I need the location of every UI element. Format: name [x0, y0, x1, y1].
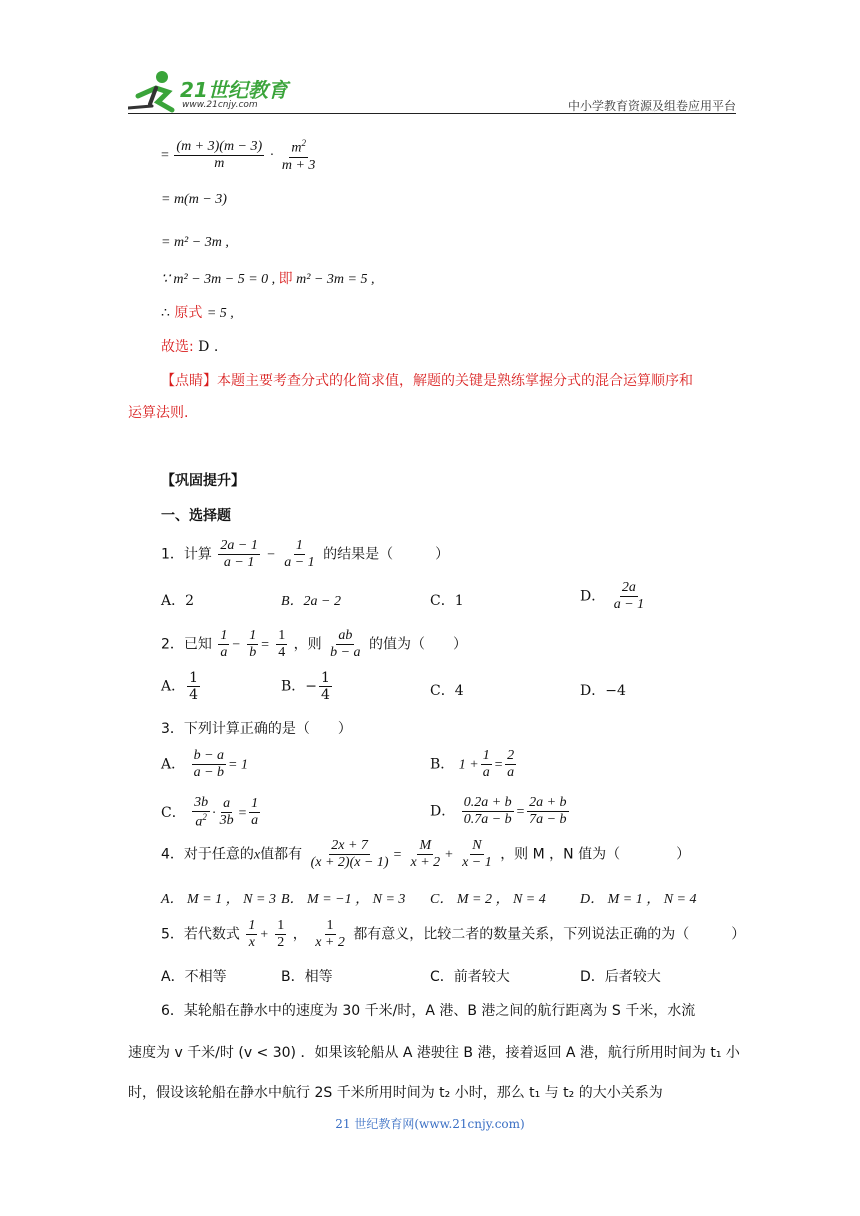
logo: [128, 68, 298, 114]
section-subtitle: 一、选择题: [161, 508, 231, 524]
solution-step-4: ∵ m² − 3m − 5 = 0 , 即 m² − 3m = 5 ,: [161, 271, 375, 287]
comment-line-1: 【点睛】本题主要考查分式的化简求值，解题的关键是熟练掌握分式的混合运算顺序和: [161, 373, 693, 389]
solution-step-2: = m(m − 3): [161, 192, 227, 207]
q5-option-d: D．后者较大: [580, 969, 661, 985]
q6-line-1: 6．某轮船在静水中的速度为 30 千米/时，A 港、B 港之间的航行距离为 S 千米，水流: [161, 1003, 696, 1019]
q2-option-d: D．−4: [580, 683, 626, 699]
q1-option-a: A．2: [161, 593, 195, 609]
q3-option-c: C． $\frac{3b}{a^2}$ · $\frac{a}{3b}$ = $\frac{1}{a}$: [161, 795, 259, 830]
q3-option-b: B． 1 + $\frac{1}{a}$ = $\frac{2}{a}$: [430, 748, 515, 781]
q1-option-b: B．2a − 2: [281, 594, 341, 609]
q5-stem: 5．若代数式 $\frac{1}{x}$ + $\frac{1}{2}$ ， $\frac{1}{x + 2}$ 都有意义，比较二者的数量关系，下列说法正确的为（ ）: [161, 918, 746, 951]
q1-stem: 1．计算 $\frac{2a - 1}{a - 1}$ − $\frac{1}{a - 1}$ 的结果是（ ）: [161, 538, 450, 571]
q2-option-b: B．− $\frac{1}{4}$: [281, 670, 330, 704]
q5-option-c: C．前者较大: [430, 969, 510, 985]
q5-option-a: A．不相等: [161, 969, 227, 985]
q4-option-c: C． M = 2 ， N = 4: [430, 892, 546, 907]
q6-line-3: 时，假设该轮船在静水中航行 2S 千米所用时间为 t₂ 小时，那么 t₁ 与 t₂ 的大小关系为: [128, 1085, 663, 1101]
section-title: 【巩固提升】: [161, 473, 245, 489]
q1-option-d: D． $\frac{2a}{a - 1}$: [580, 580, 645, 613]
q3-option-d: D． $\frac{0.2a + b}{0.7a - b}$ = $\frac{2a + b}{7a - b}$: [430, 795, 567, 828]
solution-step-3: = m² − 3m ,: [161, 235, 229, 250]
logo-text: 21世纪教育: [180, 78, 288, 102]
q3-option-a: A． $\frac{b - a}{a - b}$ = 1: [161, 748, 248, 781]
q4-option-b: B． M = −1 ， N = 3: [281, 892, 406, 907]
comment-line-2: 运算法则.: [128, 405, 189, 421]
q4-option-d: D． M = 1 ， N = 4: [580, 892, 697, 907]
q4-stem: 4．对于任意的x值都有 $\frac{2x + 7}{(x + 2)(x - 1)}$ = $\frac{M}{x + 2}$ + $\frac{N}{x - 1}$ ，则 M ，N 值为（ ）: [161, 838, 691, 871]
q2-option-c: C．4: [430, 683, 464, 699]
q6-line-2: 速度为 v 千米/时 (v < 30) ．如果该轮船从 A 港驶往 B 港，接着返回 A 港，航行所用时间为 t₁ 小: [128, 1045, 740, 1061]
platform-title: 中小学教育资源及组卷应用平台: [567, 99, 736, 113]
q5-option-b: B．相等: [281, 969, 333, 985]
q3-stem: 3．下列计算正确的是（ ）: [161, 721, 352, 737]
q4-option-a: A． M = 1 ， N = 3: [161, 892, 276, 907]
logo-url: www.21cnjy.com: [182, 100, 258, 110]
q2-option-a: A． $\frac{1}{4}$: [161, 670, 199, 704]
answer-line: 故选: D .: [161, 339, 219, 355]
footer: 21 世纪教育网(www.21cnjy.com): [335, 1117, 525, 1131]
solution-step-5: ∴ 原式 = 5 ,: [161, 305, 234, 321]
solution-step-1: = $\frac{(m + 3)(m - 3)}{m}$ · $\frac{m^2}{m + 3}$: [161, 138, 316, 173]
q2-stem: 2．已知 $\frac{1}{a}$ − $\frac{1}{b}$ = $\frac{1}{4}$ ，则 $\frac{ab}{b - a}$ 的值为（ ）: [161, 628, 467, 661]
header-divider: [128, 113, 736, 114]
q1-option-c: C．1: [430, 593, 464, 609]
